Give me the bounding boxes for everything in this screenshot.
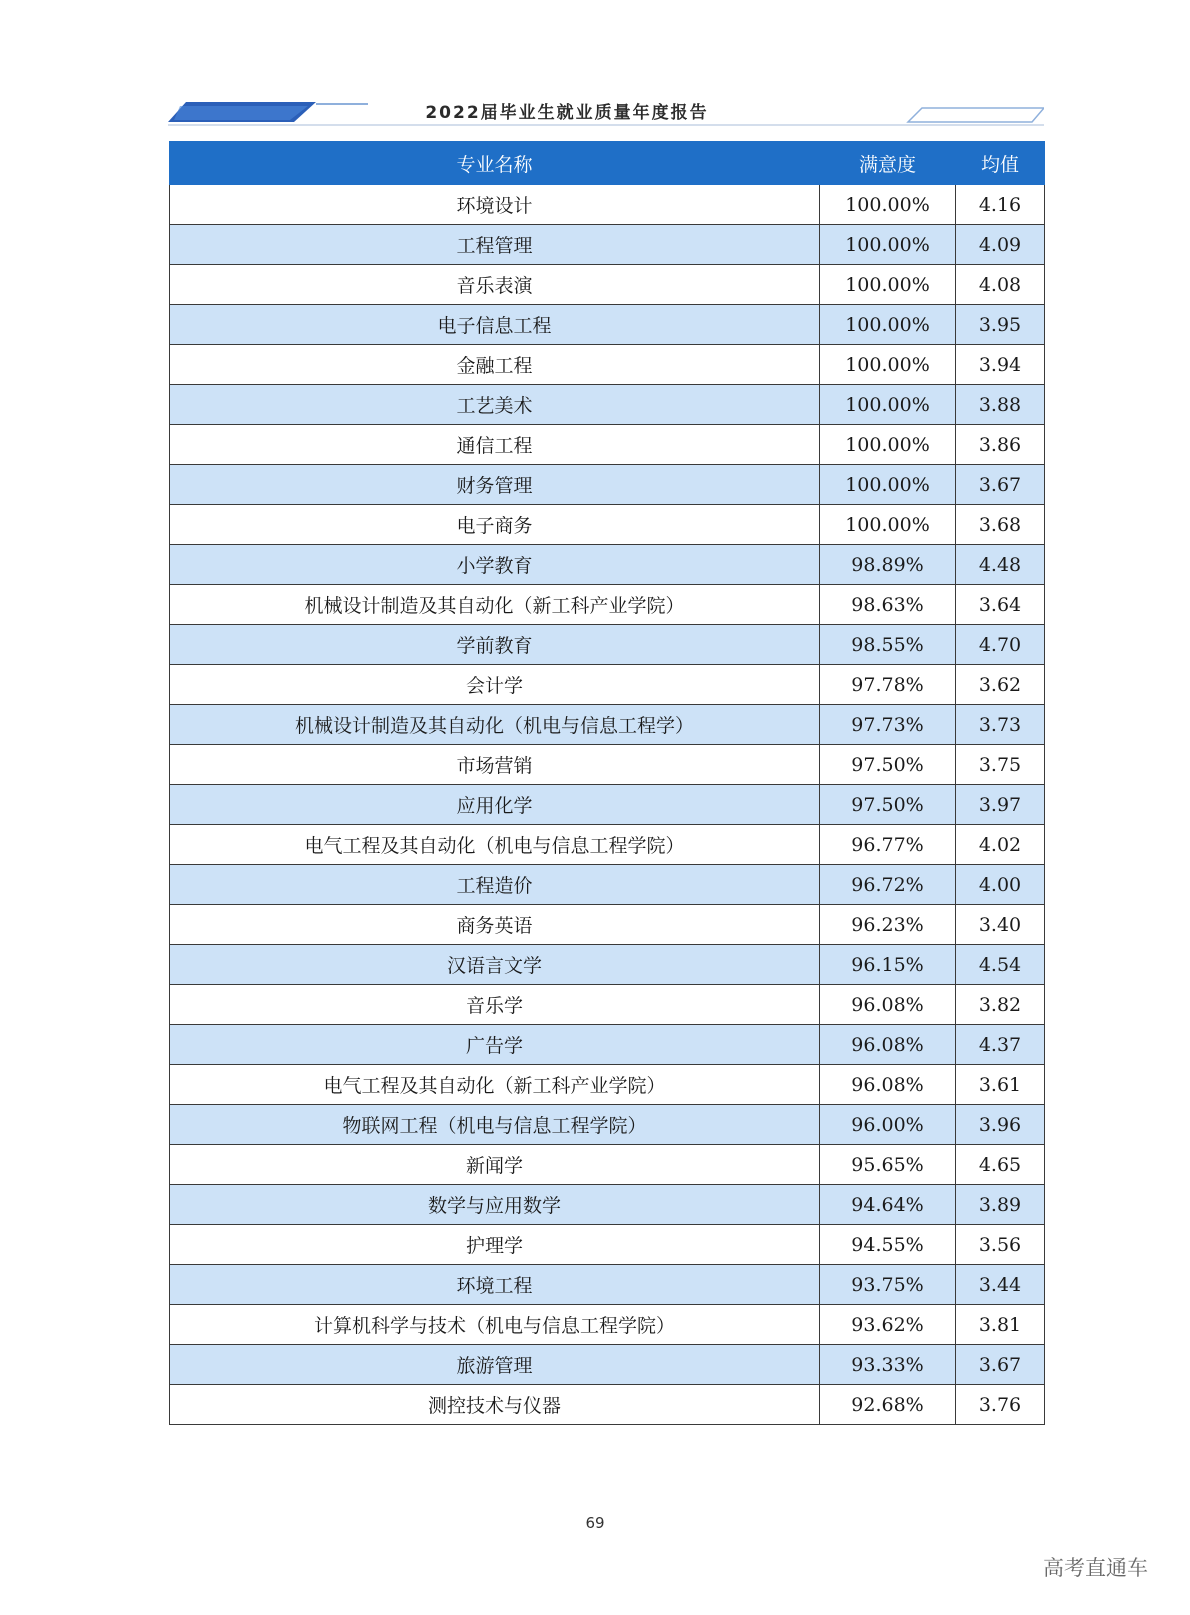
cell-major: 金融工程 — [170, 345, 820, 385]
cell-major: 物联网工程（机电与信息工程学院） — [170, 1105, 820, 1145]
cell-major: 工艺美术 — [170, 385, 820, 425]
report-title: 2022届毕业生就业质量年度报告 — [425, 103, 709, 123]
cell-satisfaction: 100.00% — [820, 225, 956, 265]
cell-mean: 3.67 — [956, 1345, 1045, 1385]
cell-mean: 3.56 — [956, 1225, 1045, 1265]
table-row — [170, 1025, 1045, 1065]
cell-satisfaction: 93.75% — [820, 1265, 956, 1305]
cell-mean: 3.94 — [956, 345, 1045, 385]
cell-mean: 3.44 — [956, 1265, 1045, 1305]
cell-mean: 4.08 — [956, 265, 1045, 305]
cell-satisfaction: 97.50% — [820, 785, 956, 825]
cell-satisfaction: 100.00% — [820, 305, 956, 345]
table-row — [170, 1345, 1045, 1385]
page-header — [168, 96, 1044, 132]
cell-satisfaction: 97.78% — [820, 665, 956, 705]
cell-major: 电气工程及其自动化（机电与信息工程学院） — [170, 825, 820, 865]
cell-satisfaction: 100.00% — [820, 265, 956, 305]
table-row — [170, 545, 1045, 585]
table-row — [170, 825, 1045, 865]
cell-mean: 3.68 — [956, 505, 1045, 545]
table-row — [170, 225, 1045, 265]
cell-major: 财务管理 — [170, 465, 820, 505]
cell-major: 广告学 — [170, 1025, 820, 1065]
cell-major: 计算机科学与技术（机电与信息工程学院） — [170, 1305, 820, 1345]
table-row — [170, 385, 1045, 425]
cell-major: 工程管理 — [170, 225, 820, 265]
cell-satisfaction: 97.73% — [820, 705, 956, 745]
page-number: 69 — [585, 1514, 605, 1532]
cell-major: 数学与应用数学 — [170, 1185, 820, 1225]
cell-mean: 3.95 — [956, 305, 1045, 345]
table-row — [170, 265, 1045, 305]
cell-mean: 3.82 — [956, 985, 1045, 1025]
cell-mean: 3.61 — [956, 1065, 1045, 1105]
cell-satisfaction: 100.00% — [820, 425, 956, 465]
cell-major: 旅游管理 — [170, 1345, 820, 1385]
table-row — [170, 1065, 1045, 1105]
cell-major: 机械设计制造及其自动化（机电与信息工程学） — [170, 705, 820, 745]
cell-mean: 3.86 — [956, 425, 1045, 465]
cell-major: 应用化学 — [170, 785, 820, 825]
cell-major: 商务英语 — [170, 905, 820, 945]
table-row — [170, 745, 1045, 785]
cell-mean: 4.48 — [956, 545, 1045, 585]
table-row — [170, 185, 1045, 225]
cell-satisfaction: 98.55% — [820, 625, 956, 665]
table-row — [170, 505, 1045, 545]
cell-satisfaction: 96.08% — [820, 985, 956, 1025]
table-row — [170, 625, 1045, 665]
cell-satisfaction: 98.89% — [820, 545, 956, 585]
table-row — [170, 1185, 1045, 1225]
cell-major: 通信工程 — [170, 425, 820, 465]
cell-major: 机械设计制造及其自动化（新工科产业学院） — [170, 585, 820, 625]
column-header-mean: 均值 — [956, 142, 1045, 185]
cell-major: 护理学 — [170, 1225, 820, 1265]
table-row — [170, 985, 1045, 1025]
cell-mean: 3.75 — [956, 745, 1045, 785]
cell-satisfaction: 100.00% — [820, 505, 956, 545]
cell-mean: 4.00 — [956, 865, 1045, 905]
cell-satisfaction: 93.33% — [820, 1345, 956, 1385]
cell-mean: 3.97 — [956, 785, 1045, 825]
cell-major: 测控技术与仪器 — [170, 1385, 820, 1425]
cell-mean: 3.81 — [956, 1305, 1045, 1345]
cell-satisfaction: 96.77% — [820, 825, 956, 865]
table-row — [170, 1145, 1045, 1185]
table-row — [170, 785, 1045, 825]
cell-satisfaction: 97.50% — [820, 745, 956, 785]
cell-satisfaction: 96.72% — [820, 865, 956, 905]
cell-satisfaction: 95.65% — [820, 1145, 956, 1185]
cell-satisfaction: 96.08% — [820, 1025, 956, 1065]
cell-satisfaction: 100.00% — [820, 385, 956, 425]
cell-major: 音乐学 — [170, 985, 820, 1025]
table-row — [170, 345, 1045, 385]
cell-satisfaction: 100.00% — [820, 345, 956, 385]
column-header-major: 专业名称 — [170, 142, 820, 185]
table-body — [170, 185, 1045, 1425]
cell-mean: 3.62 — [956, 665, 1045, 705]
table-row — [170, 865, 1045, 905]
cell-major: 音乐表演 — [170, 265, 820, 305]
cell-satisfaction: 98.63% — [820, 585, 956, 625]
cell-mean: 4.16 — [956, 185, 1045, 225]
cell-major: 环境工程 — [170, 1265, 820, 1305]
table-row — [170, 1105, 1045, 1145]
cell-mean: 3.88 — [956, 385, 1045, 425]
cell-mean: 3.76 — [956, 1385, 1045, 1425]
table-header-row — [170, 142, 1045, 185]
satisfaction-table — [169, 141, 1045, 1425]
cell-satisfaction: 93.62% — [820, 1305, 956, 1345]
cell-mean: 4.54 — [956, 945, 1045, 985]
cell-major: 市场营销 — [170, 745, 820, 785]
cell-satisfaction: 96.00% — [820, 1105, 956, 1145]
cell-mean: 3.73 — [956, 705, 1045, 745]
cell-major: 电子商务 — [170, 505, 820, 545]
table-row — [170, 665, 1045, 705]
cell-mean: 4.02 — [956, 825, 1045, 865]
cell-major: 小学教育 — [170, 545, 820, 585]
cell-mean: 3.96 — [956, 1105, 1045, 1145]
table-row — [170, 1385, 1045, 1425]
table-row — [170, 305, 1045, 345]
table-row — [170, 945, 1045, 985]
cell-major: 学前教育 — [170, 625, 820, 665]
cell-satisfaction: 94.64% — [820, 1185, 956, 1225]
cell-major: 电子信息工程 — [170, 305, 820, 345]
cell-mean: 3.89 — [956, 1185, 1045, 1225]
cell-satisfaction: 96.08% — [820, 1065, 956, 1105]
table-row — [170, 1265, 1045, 1305]
table-row — [170, 905, 1045, 945]
cell-major: 新闻学 — [170, 1145, 820, 1185]
cell-mean: 4.65 — [956, 1145, 1045, 1185]
watermark-text: 高考直通车 — [1043, 1556, 1148, 1580]
cell-mean: 4.70 — [956, 625, 1045, 665]
cell-satisfaction: 100.00% — [820, 465, 956, 505]
cell-major: 电气工程及其自动化（新工科产业学院） — [170, 1065, 820, 1105]
cell-mean: 4.09 — [956, 225, 1045, 265]
cell-major: 会计学 — [170, 665, 820, 705]
table-row — [170, 1305, 1045, 1345]
table-row — [170, 465, 1045, 505]
cell-satisfaction: 96.15% — [820, 945, 956, 985]
cell-major: 工程造价 — [170, 865, 820, 905]
cell-satisfaction: 100.00% — [820, 185, 956, 225]
cell-major: 环境设计 — [170, 185, 820, 225]
cell-mean: 3.40 — [956, 905, 1045, 945]
column-header-satisfaction: 满意度 — [820, 142, 956, 185]
table-row — [170, 425, 1045, 465]
table-row — [170, 705, 1045, 745]
cell-mean: 4.37 — [956, 1025, 1045, 1065]
cell-mean: 3.64 — [956, 585, 1045, 625]
table-row — [170, 1225, 1045, 1265]
cell-major: 汉语言文学 — [170, 945, 820, 985]
cell-satisfaction: 96.23% — [820, 905, 956, 945]
table-row — [170, 585, 1045, 625]
cell-mean: 3.67 — [956, 465, 1045, 505]
cell-satisfaction: 94.55% — [820, 1225, 956, 1265]
cell-satisfaction: 92.68% — [820, 1385, 956, 1425]
